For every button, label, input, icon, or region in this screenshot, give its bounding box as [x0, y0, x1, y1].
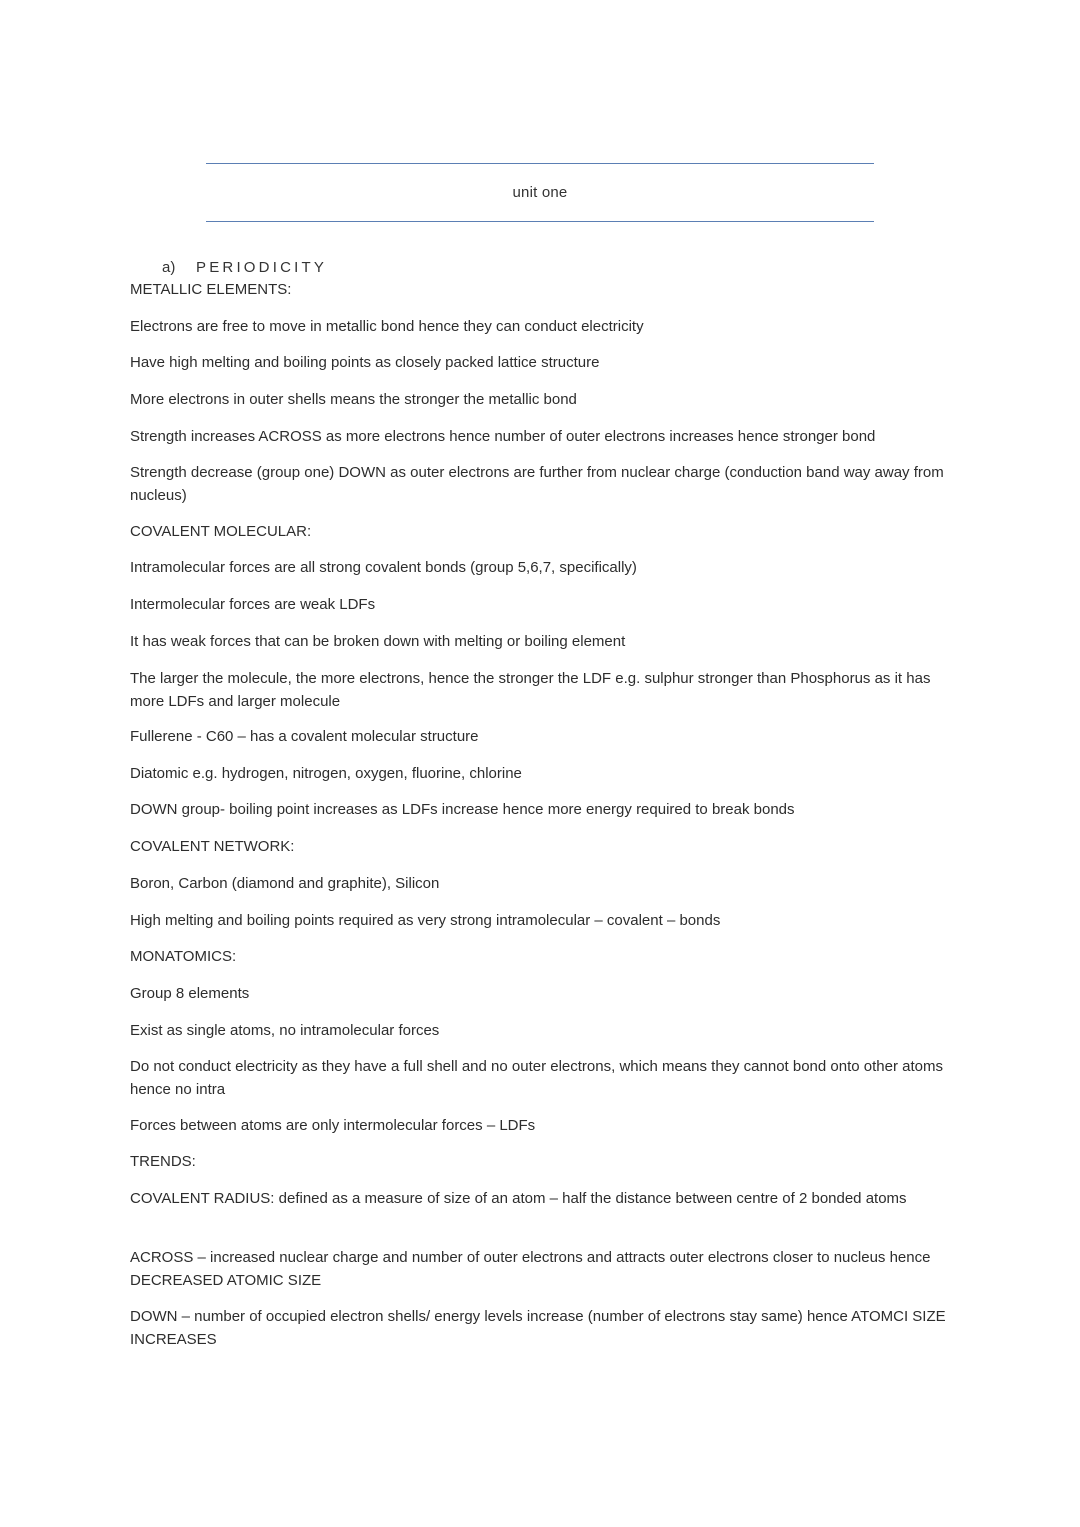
- paragraph: High melting and boiling points required as very strong intramolecular – covalent – bonds: [130, 912, 721, 929]
- paragraph: Fullerene - C60 – has a covalent molecular structure: [130, 728, 479, 745]
- paragraph: It has weak forces that can be broken down with melting or boiling element: [130, 633, 626, 650]
- paragraph: Forces between atoms are only intermolecular forces – LDFs: [130, 1117, 536, 1134]
- paragraph: Intramolecular forces are all strong covalent bonds (group 5,6,7, specifically): [130, 559, 637, 576]
- paragraph: Strength decrease (group one) DOWN as outer electrons are further from nuclear charge (conduction band way away from nucleus): [130, 464, 944, 504]
- subheading-covalent-molecular: COVALENT MOLECULAR:: [130, 523, 312, 540]
- subheading-trends: TRENDS:: [130, 1153, 196, 1170]
- subheading-covalent-network: COVALENT NETWORK:: [130, 838, 295, 855]
- header-title: unit one: [512, 184, 568, 201]
- section-heading: [162, 259, 327, 276]
- paragraph: Electrons are free to move in metallic bond hence they can conduct electricity: [130, 318, 644, 335]
- paragraph: Exist as single atoms, no intramolecular forces: [130, 1022, 440, 1039]
- paragraph: DOWN group- boiling point increases as LDFs increase hence more energy required to break bonds: [130, 801, 795, 818]
- paragraph: The larger the molecule, the more electrons, hence the stronger the LDF e.g. sulphur stronger than Phosphorus as it has more LDFs and larger molecule: [130, 670, 931, 710]
- paragraph: Do not conduct electricity as they have a full shell and no outer electrons, which means they cannot bond onto other atoms hence no intra: [130, 1058, 943, 1098]
- subheading-metallic: METALLIC ELEMENTS:: [130, 281, 292, 298]
- paragraph: Strength increases ACROSS as more electrons hence number of outer electrons increases hence stronger bond: [130, 428, 876, 445]
- paragraph: Group 8 elements: [130, 985, 250, 1002]
- section-title: PERIODICITY: [196, 259, 328, 276]
- paragraph: COVALENT RADIUS: defined as a measure of size of an atom – half the distance between centre of 2 bonded atoms: [130, 1190, 907, 1207]
- paragraph: ACROSS – increased nuclear charge and number of outer electrons and attracts outer electrons closer to nucleus hence DECREASED ATOMIC SIZE: [130, 1249, 931, 1289]
- subheading-monatomics: MONATOMICS:: [130, 948, 237, 965]
- header-top-rule: [206, 163, 874, 164]
- paragraph: Intermolecular forces are weak LDFs: [130, 596, 376, 613]
- paragraph: Diatomic e.g. hydrogen, nitrogen, oxygen, fluorine, chlorine: [130, 765, 522, 782]
- section-marker: a): [162, 259, 176, 276]
- header-bottom-rule: [206, 221, 874, 222]
- paragraph: Boron, Carbon (diamond and graphite), Silicon: [130, 875, 440, 892]
- paragraph: DOWN – number of occupied electron shells/ energy levels increase (number of electrons stay same) hence ATOMCI SIZE INCREASES: [130, 1308, 946, 1348]
- paragraph: Have high melting and boiling points as closely packed lattice structure: [130, 354, 600, 371]
- paragraph: More electrons in outer shells means the stronger the metallic bond: [130, 391, 577, 408]
